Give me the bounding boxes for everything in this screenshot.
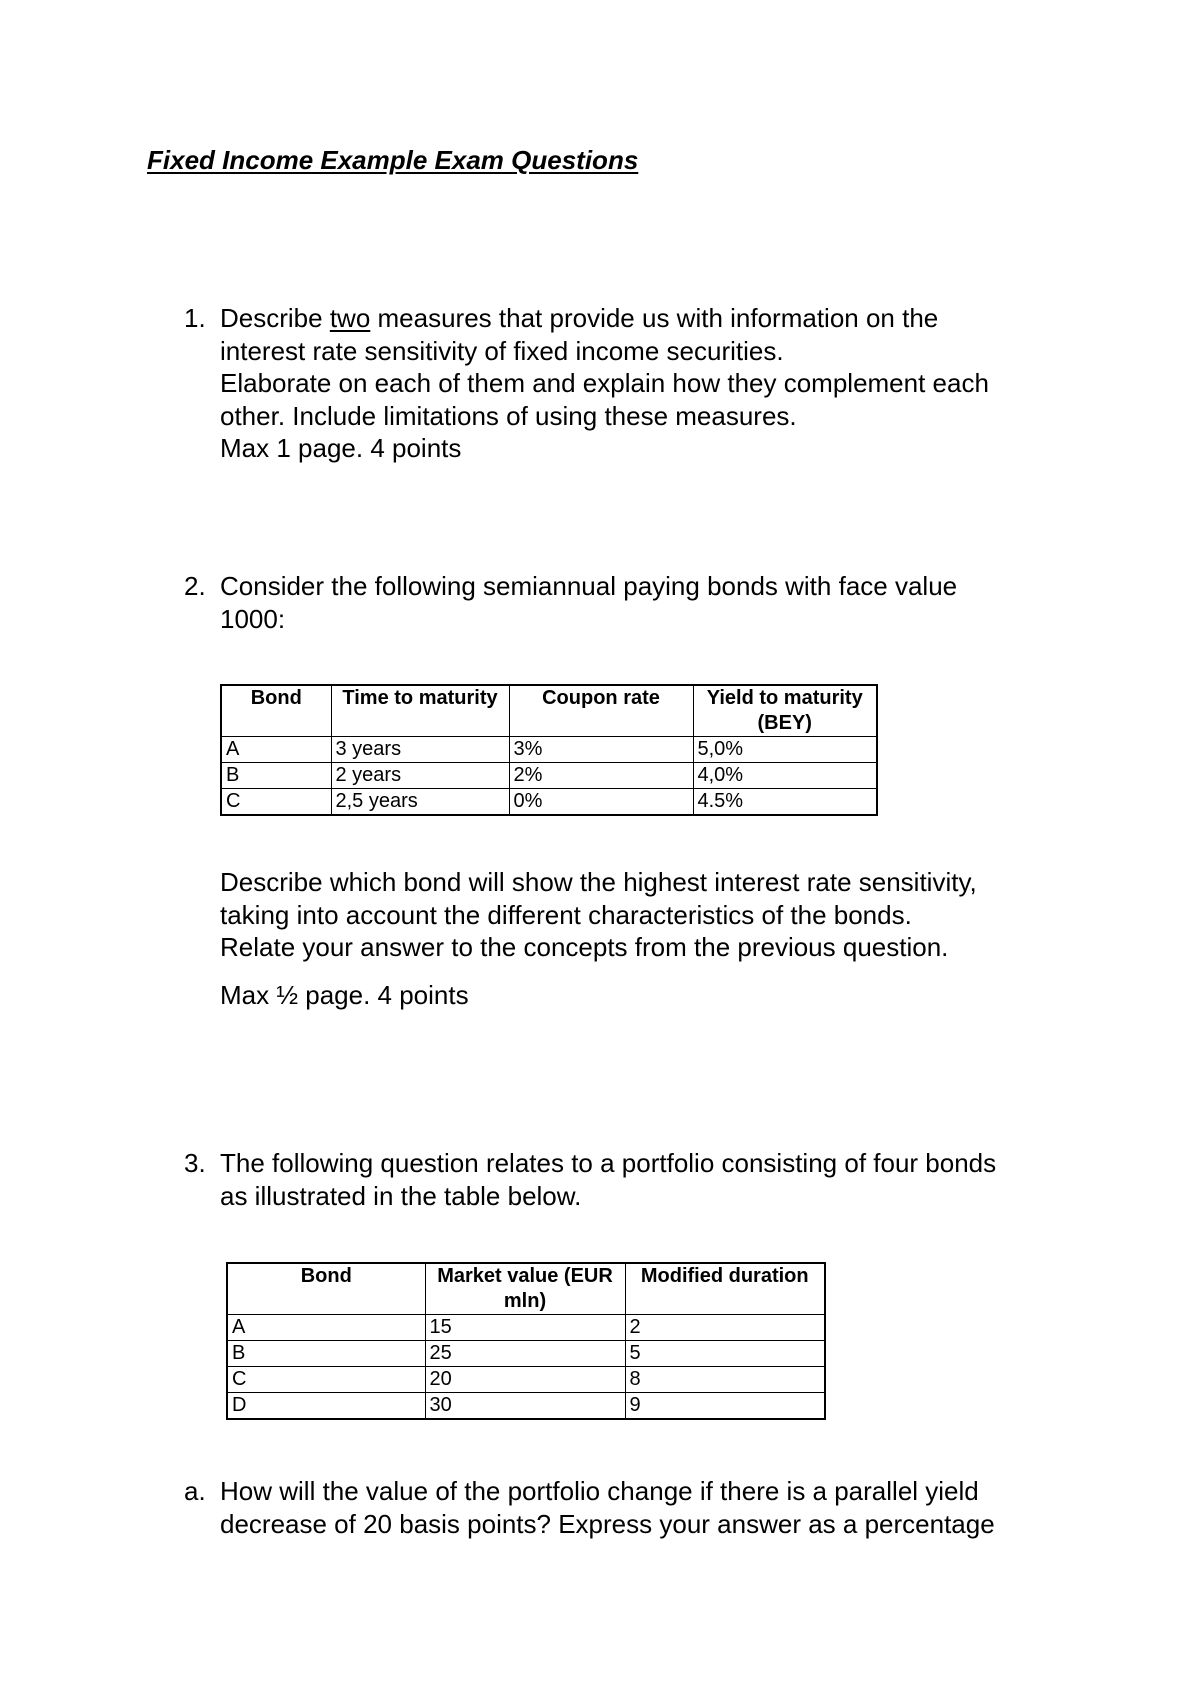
table-row (227, 1393, 825, 1420)
question-1-text-cont: measures that provide us with information on the (370, 303, 939, 333)
question-1-points: Max 1 page. 4 points (220, 433, 462, 463)
table-cell: 15 (425, 1315, 625, 1341)
emphasis-two: two (329, 303, 371, 333)
question-3a-line-1: How will the value of the portfolio change if there is a parallel yield (220, 1476, 979, 1506)
question-1-number: 1. (184, 303, 206, 333)
bonds-table (220, 684, 878, 816)
header-market-value: Market value (EUR mln) (425, 1263, 625, 1315)
question-1-text: Describe (220, 303, 330, 333)
question-1-line-4: other. Include limitations of using these measures. (220, 400, 797, 431)
table-cell: C (227, 1367, 425, 1393)
question-2-para-line-1: Describe which bond will show the highest interest rate sensitivity, (220, 867, 977, 897)
table-row (221, 737, 877, 763)
table-cell: D (227, 1393, 425, 1420)
table-cell: 4.5% (693, 789, 877, 816)
table-cell: 2,5 years (331, 789, 509, 816)
table-header-row (227, 1263, 825, 1315)
header-yield-to-maturity: Yield to maturity (BEY) (693, 685, 877, 737)
table-cell: 25 (425, 1341, 625, 1367)
table-row (221, 763, 877, 789)
question-2-number: 2. (184, 571, 206, 601)
table-cell: 8 (625, 1367, 825, 1393)
question-1-line-3: Elaborate on each of them and explain how they complement each (220, 368, 989, 398)
header-coupon-rate: Coupon rate (509, 685, 693, 737)
header-bond: Bond (227, 1263, 425, 1315)
question-1-line-2: interest rate sensitivity of fixed income securities. (220, 335, 784, 366)
question-1-line-1 (220, 302, 1120, 335)
table-cell: C (221, 789, 331, 816)
question-2-intro-line-1: Consider the following semiannual paying bonds with face value (220, 571, 958, 601)
question-3-intro-line-1: The following question relates to a portfolio consisting of four bonds (220, 1148, 997, 1178)
table-cell: A (221, 737, 331, 763)
header-bond: Bond (221, 685, 331, 737)
table-cell: 9 (625, 1393, 825, 1420)
question-3a-line-2: decrease of 20 basis points? Express your answer as a percentage (220, 1508, 995, 1539)
table-cell: 2 (625, 1315, 825, 1341)
page-title: Fixed Income Example Exam Questions (147, 145, 639, 175)
table-row (221, 789, 877, 816)
question-3a-body (220, 1475, 1120, 1540)
table-cell: B (221, 763, 331, 789)
table-cell: 4,0% (693, 763, 877, 789)
question-3-intro (220, 1147, 1120, 1212)
question-2-followup (220, 866, 1120, 1011)
table-cell: 2 years (331, 763, 509, 789)
table-cell: B (227, 1341, 425, 1367)
table-cell: 2% (509, 763, 693, 789)
table-cell: 5,0% (693, 737, 877, 763)
header-time-to-maturity: Time to maturity (331, 685, 509, 737)
question-2-intro (220, 570, 1120, 635)
table-cell: A (227, 1315, 425, 1341)
table-row (227, 1341, 825, 1367)
question-3a-label: a. (184, 1476, 206, 1506)
table-cell: 20 (425, 1367, 625, 1393)
table-cell: 3% (509, 737, 693, 763)
question-2-intro-line-2: 1000: (220, 603, 286, 634)
portfolio-table (226, 1262, 826, 1420)
table-cell: 5 (625, 1341, 825, 1367)
question-1-body (220, 302, 1120, 465)
table-header-row (221, 685, 877, 737)
question-3-intro-line-2: as illustrated in the table below. (220, 1180, 582, 1211)
question-3-number: 3. (184, 1148, 206, 1178)
table-cell: 3 years (331, 737, 509, 763)
table-cell: 30 (425, 1393, 625, 1420)
table-row (227, 1315, 825, 1341)
table-row (227, 1367, 825, 1393)
header-modified-duration: Modified duration (625, 1263, 825, 1315)
table-cell: 0% (509, 789, 693, 816)
question-2-para-line-2: taking into account the different characteristics of the bonds. (220, 899, 912, 930)
question-2-para-line-3: Relate your answer to the concepts from the previous question. (220, 932, 949, 962)
question-2-points: Max ½ page. 4 points (220, 979, 469, 1010)
